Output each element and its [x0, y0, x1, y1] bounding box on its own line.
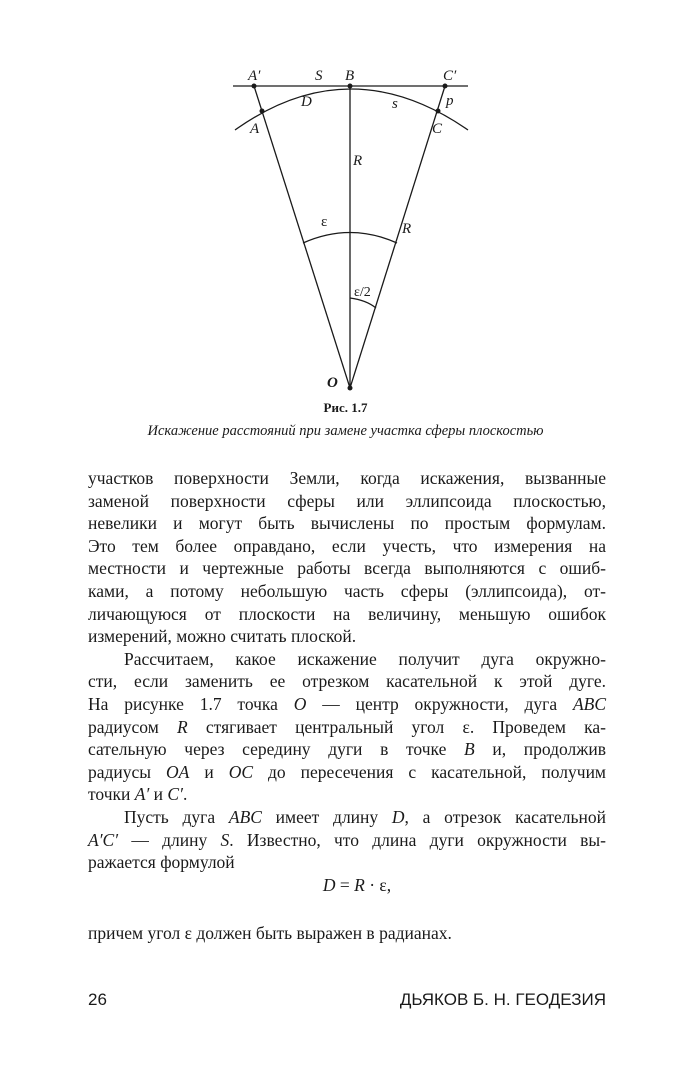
label-C: C [432, 121, 443, 137]
text-segment: заменой поверхности сферы или эллипсоида плоскостью, [88, 490, 606, 511]
figure-number: Рис. 1.7 [323, 400, 368, 415]
text-segment: стягивает центральный угол ε. Проведем ка- [187, 716, 606, 737]
math-symbol: S [220, 829, 230, 850]
body-text [88, 467, 606, 945]
math-symbol: OA [166, 761, 190, 782]
text-segment: имеет длину [261, 806, 392, 827]
text-line [88, 783, 606, 806]
text-segment: Пусть дуга [124, 806, 229, 827]
text-segment: измерений, можно считать плоской. [88, 626, 357, 647]
text-line [88, 603, 606, 626]
label-O: O [327, 375, 338, 391]
figure-1-7-diagram [0, 0, 691, 400]
text-line [88, 670, 606, 693]
math-symbol: D [322, 874, 336, 895]
text-segment: Рассчитаем, какое искажение получит дуга окружно- [124, 648, 606, 669]
line-OA-prime [254, 86, 350, 388]
math-symbol: B [464, 739, 475, 760]
text-segment: радиусом [88, 716, 177, 737]
label-B: B [345, 68, 355, 84]
text-line [88, 851, 606, 874]
text-line [88, 535, 606, 558]
text-line [88, 512, 606, 535]
text-line [88, 467, 606, 490]
text-line [88, 490, 606, 513]
math-symbol: A′C′ [88, 829, 119, 850]
label-epsilon-half: ε/2 [354, 285, 371, 300]
math-symbol: R [177, 716, 188, 737]
figure-caption: Искажение расстояний при замене участка сферы плоскостью [147, 423, 544, 439]
label-A: A [250, 121, 260, 137]
text-segment: ками, а потому небольшую часть сферы (эллипсоида), от- [88, 580, 606, 601]
text-segment: ражается формулой [88, 852, 235, 873]
text-segment: невелики и могут быть вычислены по простым формулам. [88, 513, 606, 534]
math-symbol: R [354, 874, 365, 895]
text-line [88, 829, 606, 852]
math-symbol: D [391, 806, 405, 827]
text-line [88, 922, 606, 945]
text-segment: и, продолжив [474, 739, 606, 760]
text-segment: и [189, 761, 229, 782]
text-segment: — длину [118, 829, 221, 850]
label-R-side: R [402, 221, 412, 237]
text-segment: точки [88, 784, 135, 805]
text-line [88, 738, 606, 761]
text-segment: личающуюся от плоскости на величину, меньшую ошибок [88, 603, 606, 624]
math-symbol: O [293, 693, 307, 714]
text-segment: радиусы [88, 761, 167, 782]
text-segment: — центр окружности, дуга [306, 693, 573, 714]
text-segment: и [149, 784, 168, 805]
text-segment: местности и чертежные работы всегда выполняются с ошиб- [88, 558, 606, 579]
page-number: 26 [88, 990, 107, 1009]
text-segment: до пересечения с касательной, получим [253, 761, 607, 782]
label-epsilon: ε [321, 214, 328, 230]
text-line [88, 693, 606, 716]
text-segment: · ε, [364, 874, 392, 895]
line-OC-prime [350, 86, 445, 388]
text-line [88, 557, 606, 580]
text-segment: Это тем более оправдано, если учесть, что измерения на [88, 535, 606, 556]
label-R-vertical: R [353, 153, 363, 169]
math-symbol: OC [228, 761, 254, 782]
label-C-prime: C′ [443, 68, 457, 84]
math-symbol: A′ [134, 784, 150, 805]
text-segment: сательную через середину дуги в точке [88, 739, 464, 760]
text-segment: = [335, 874, 355, 895]
text-segment: участков поверхности Земли, когда искажения, вызванные [88, 468, 606, 488]
text-segment: , а отрезок касательной [404, 806, 606, 827]
text-line [88, 761, 606, 784]
math-symbol: C′ [167, 784, 183, 805]
text-segment: сти, если заменить ее отрезком касательной к этой дуге. [88, 671, 606, 692]
math-symbol: ABC [572, 693, 606, 714]
label-D: D [301, 94, 312, 110]
text-line [88, 580, 606, 603]
label-S: S [315, 68, 323, 84]
text-line [88, 806, 606, 829]
label-p: p [446, 93, 454, 109]
text-segment: На рисунке 1.7 точка [88, 693, 294, 714]
math-symbol: ABC [228, 806, 262, 827]
label-s: s [392, 96, 398, 112]
label-A-prime: A′ [248, 68, 261, 84]
text-segment: . [182, 784, 188, 805]
running-title: ДЬЯКОВ Б. Н. ГЕОДЕЗИЯ [399, 990, 606, 1009]
text-line [88, 625, 606, 648]
formula [88, 874, 606, 897]
text-segment: . Известно, что длина дуги окружности вы- [229, 829, 606, 850]
text-line [88, 648, 606, 671]
text-segment: причем угол ε должен быть выражен в радианах. [88, 923, 452, 944]
text-line [88, 716, 606, 739]
